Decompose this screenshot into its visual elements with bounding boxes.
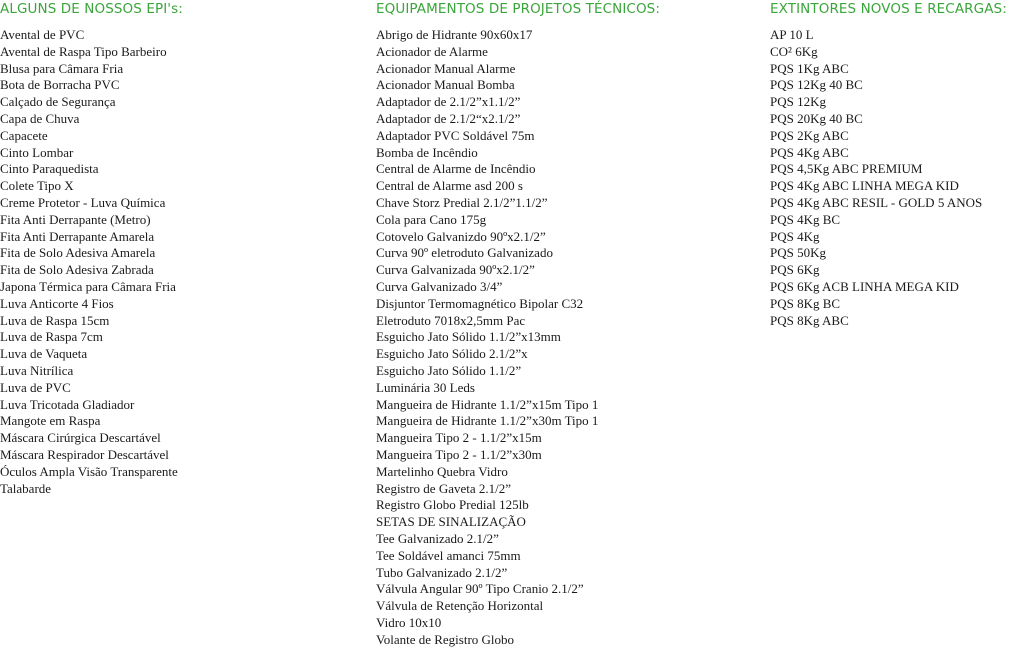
list-item: Central de Alarme asd 200 s bbox=[376, 178, 523, 194]
list-item: Válvula Angular 90º Tipo Cranio 2.1/2” bbox=[376, 581, 584, 597]
list-item: Curva Galvanizado 3/4” bbox=[376, 278, 503, 294]
list-item: PQS 12Kg bbox=[770, 94, 826, 110]
list-item: Disjuntor Termomagnético Bipolar C32 bbox=[376, 295, 584, 311]
list-item: Bota de Borracha PVC bbox=[0, 77, 120, 93]
list-item: AP 10 L bbox=[770, 27, 814, 42]
list-item: Capa de Chuva bbox=[0, 110, 80, 126]
list-item: Luva de Raspa 15cm bbox=[0, 312, 110, 328]
list-item: PQS 4Kg ABC bbox=[770, 144, 849, 160]
list-item: Blusa para Câmara Fria bbox=[0, 60, 124, 76]
list-item: Central de Alarme de Incêndio bbox=[376, 161, 536, 177]
list-item: Acionador de Alarme bbox=[376, 43, 488, 59]
list-item: CO² 6Kg bbox=[770, 43, 818, 59]
equipamentos-heading: EQUIPAMENTOS DE PROJETOS TÉCNICOS: bbox=[376, 1, 660, 17]
list-item: Luminária 30 Leds bbox=[376, 379, 475, 395]
extintores-list bbox=[770, 27, 1024, 329]
list-item: Adaptador de 2.1/2”x1.1/2” bbox=[376, 94, 521, 110]
epis-column bbox=[0, 0, 360, 497]
list-item: Martelinho Quebra Vidro bbox=[376, 463, 508, 479]
list-item: Luva Nitrílica bbox=[0, 362, 74, 378]
epis-list bbox=[0, 27, 360, 497]
list-item: Mangote em Raspa bbox=[0, 413, 101, 429]
list-item: Registro Globo Predial 125lb bbox=[376, 497, 529, 513]
list-item: PQS 4,5Kg ABC PREMIUM bbox=[770, 161, 923, 177]
list-item: Luva de Vaqueta bbox=[0, 346, 88, 362]
list-item: Adaptador PVC Soldável 75m bbox=[376, 127, 535, 143]
extintores-heading: EXTINTORES NOVOS E RECARGAS: bbox=[770, 1, 1007, 17]
list-item: PQS 12Kg 40 BC bbox=[770, 77, 863, 93]
list-item: Esguicho Jato Sólido 1.1/2”x13mm bbox=[376, 329, 561, 345]
extintores-column bbox=[770, 0, 1024, 329]
equipamentos-column bbox=[376, 0, 756, 648]
list-item: PQS 8Kg BC bbox=[770, 295, 841, 311]
list-item: Registro de Gaveta 2.1/2” bbox=[376, 480, 512, 496]
list-item: Colete Tipo X bbox=[0, 178, 74, 194]
list-item: Mangueira Tipo 2 - 1.1/2”x30m bbox=[376, 446, 542, 462]
list-item: Curva Galvanizada 90ºx2.1/2” bbox=[376, 262, 535, 278]
list-item: Adaptador de 2.1/2“x2.1/2” bbox=[376, 110, 521, 126]
list-item: Mangueira Tipo 2 - 1.1/2”x15m bbox=[376, 430, 542, 446]
list-item: Mangueira de Hidrante 1.1/2”x15m Tipo 1 bbox=[376, 396, 599, 412]
list-item: Cotovelo Galvanizdo 90ºx2.1/2” bbox=[376, 228, 546, 244]
list-item: PQS 4Kg bbox=[770, 228, 820, 244]
list-item: Fita de Solo Adesiva Amarela bbox=[0, 245, 156, 261]
list-item: PQS 4Kg BC bbox=[770, 211, 841, 227]
list-item: PQS 2Kg ABC bbox=[770, 127, 849, 143]
list-item: SETAS DE SINALIZAÇÃO bbox=[376, 514, 526, 530]
list-item: PQS 4Kg ABC LINHA MEGA KID bbox=[770, 178, 959, 194]
list-item: PQS 8Kg ABC bbox=[770, 312, 849, 328]
list-item: Esguicho Jato Sólido 2.1/2”x bbox=[376, 346, 528, 362]
list-item: PQS 6Kg bbox=[770, 262, 820, 278]
list-item: Eletroduto 7018x2,5mm Pac bbox=[376, 312, 526, 328]
list-item: Avental de Raspa Tipo Barbeiro bbox=[0, 43, 167, 59]
list-item: Bomba de Incêndio bbox=[376, 144, 478, 160]
list-item: PQS 1Kg ABC bbox=[770, 60, 849, 76]
list-item: PQS 6Kg ACB LINHA MEGA KID bbox=[770, 278, 959, 294]
list-item: Cola para Cano 175g bbox=[376, 211, 487, 227]
list-item: Óculos Ampla Visão Transparente bbox=[0, 463, 178, 479]
equipamentos-list bbox=[376, 27, 756, 648]
list-item: Tee Galvanizado 2.1/2” bbox=[376, 530, 499, 546]
list-item: Acionador Manual Bomba bbox=[376, 77, 515, 93]
list-item: Válvula de Retenção Horizontal bbox=[376, 598, 544, 614]
list-item: Esguicho Jato Sólido 1.1/2” bbox=[376, 362, 522, 378]
list-item: Chave Storz Predial 2.1/2”1.1/2” bbox=[376, 194, 548, 210]
list-item: Luva de Raspa 7cm bbox=[0, 329, 103, 345]
list-item: Acionador Manual Alarme bbox=[376, 60, 516, 76]
list-item: Tubo Galvanizado 2.1/2” bbox=[376, 564, 508, 580]
list-item: PQS 50Kg bbox=[770, 245, 826, 261]
list-item: Fita Anti Derrapante Amarela bbox=[0, 228, 155, 244]
list-item: Capacete bbox=[0, 127, 48, 143]
list-item: Japona Térmica para Câmara Fria bbox=[0, 278, 176, 294]
list-item: PQS 4Kg ABC RESIL - GOLD 5 ANOS bbox=[770, 194, 983, 210]
list-item: Fita de Solo Adesiva Zabrada bbox=[0, 262, 154, 278]
list-item: Luva de PVC bbox=[0, 379, 71, 395]
list-item: Talabarde bbox=[0, 480, 52, 496]
list-item: Tee Soldável amanci 75mm bbox=[376, 547, 521, 563]
list-item: Máscara Cirúrgica Descartável bbox=[0, 430, 161, 446]
epis-heading: ALGUNS DE NOSSOS EPI's: bbox=[0, 1, 183, 17]
list-item: Abrigo de Hidrante 90x60x17 bbox=[376, 27, 533, 42]
list-item: Cinto Lombar bbox=[0, 144, 74, 160]
list-item: Mangueira de Hidrante 1.1/2”x30m Tipo 1 bbox=[376, 413, 599, 429]
list-item: PQS 20Kg 40 BC bbox=[770, 110, 863, 126]
list-item: Creme Protetor - Luva Química bbox=[0, 194, 166, 210]
list-item: Avental de PVC bbox=[0, 27, 85, 42]
list-item: Cinto Paraquedista bbox=[0, 161, 99, 177]
list-item: Vidro 10x10 bbox=[376, 614, 442, 630]
list-item: Luva Anticorte 4 Fios bbox=[0, 295, 114, 311]
list-item: Fita Anti Derrapante (Metro) bbox=[0, 211, 151, 227]
list-item: Curva 90º eletroduto Galvanizado bbox=[376, 245, 553, 261]
list-item: Máscara Respirador Descartável bbox=[0, 446, 169, 462]
list-item: Volante de Registro Globo bbox=[376, 631, 515, 647]
list-item: Calçado de Segurança bbox=[0, 94, 116, 110]
list-item: Luva Tricotada Gladiador bbox=[0, 396, 135, 412]
